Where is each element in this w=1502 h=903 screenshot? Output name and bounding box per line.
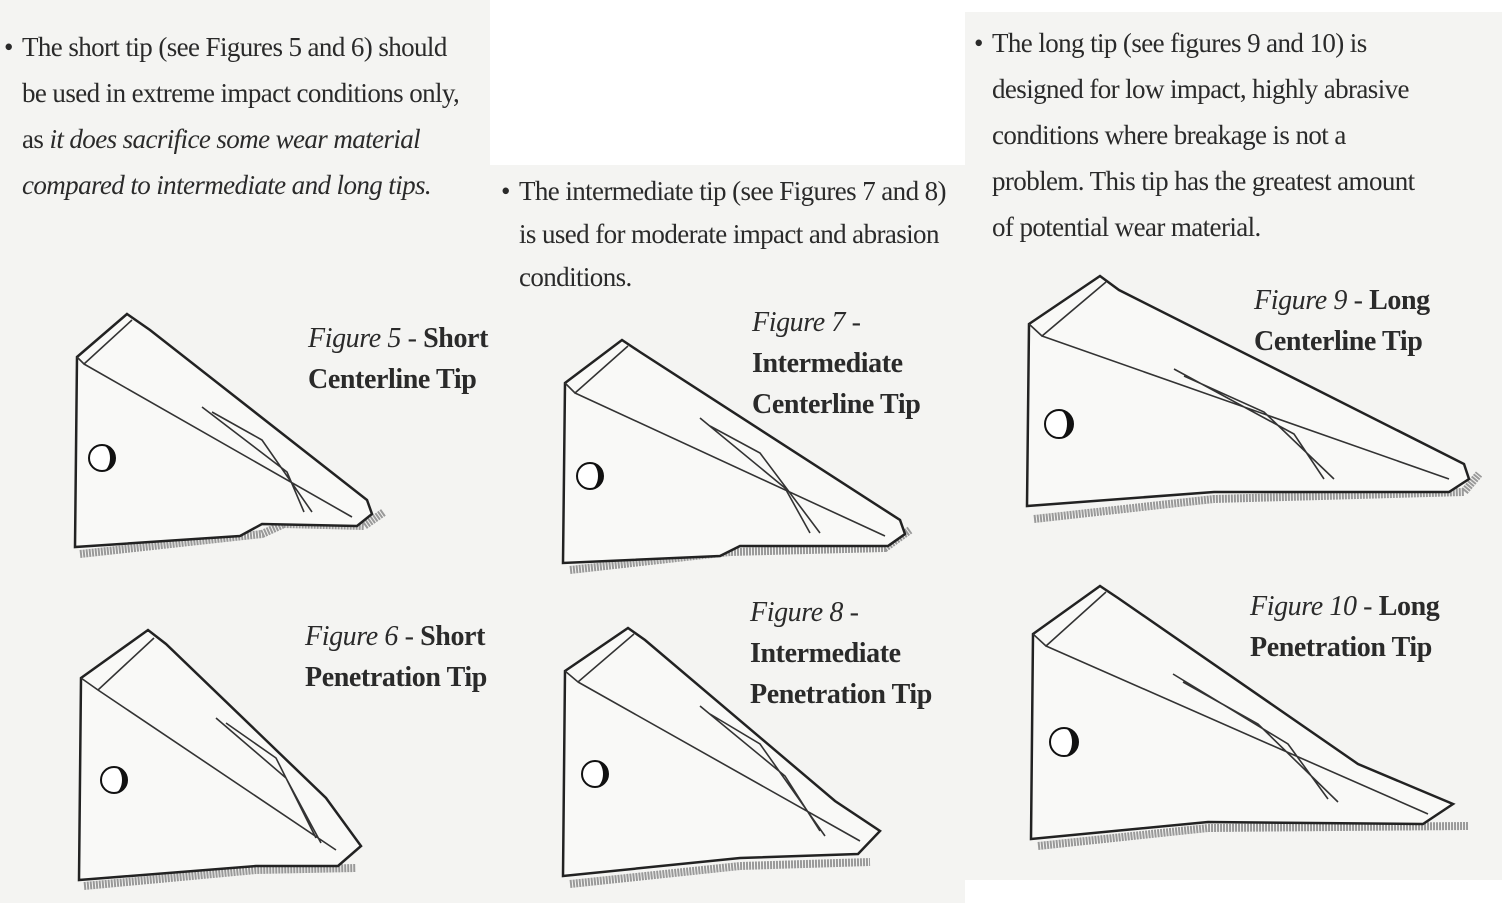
long-tip-paragraph xyxy=(974,20,1415,250)
figure-title: Short xyxy=(420,621,485,652)
figure-title: Penetration Tip xyxy=(305,662,487,693)
figure-number: Figure 9 - xyxy=(1254,285,1370,316)
figure-number: Figure 6 - xyxy=(305,621,421,652)
bullet: • xyxy=(501,176,510,206)
text-line: The short tip (see Figures 5 and 6) should xyxy=(22,32,447,62)
figure-title: Centerline Tip xyxy=(1254,326,1423,357)
text-line xyxy=(22,116,459,162)
text-line: conditions. xyxy=(519,262,632,292)
text-span: as xyxy=(22,124,50,154)
figure-title: Centerline Tip xyxy=(752,389,921,420)
intermediate-tip-paragraph xyxy=(501,170,946,299)
figure-title: Penetration Tip xyxy=(750,679,932,710)
text-span-italic: it does sacrifice some wear material xyxy=(49,124,421,154)
text-line: of potential wear material. xyxy=(992,212,1261,242)
figure-title: Penetration Tip xyxy=(1250,632,1432,663)
figure-title: Intermediate xyxy=(750,638,901,669)
figure-title: Long xyxy=(1378,591,1440,622)
intermediate-centerline-tip-illustration xyxy=(560,338,920,573)
text-line: conditions where breakage is not a xyxy=(992,120,1346,150)
figure-number: Figure 7 - xyxy=(752,307,861,338)
bullet: • xyxy=(974,28,983,58)
text-line: problem. This tip has the greatest amount xyxy=(992,166,1415,196)
intermediate-penetration-tip-illustration xyxy=(560,626,890,888)
text-line: designed for low impact, highly abrasive xyxy=(992,74,1409,104)
bullet: • xyxy=(4,32,13,62)
short-penetration-tip-illustration xyxy=(76,628,396,888)
figure-title: Intermediate xyxy=(752,348,903,379)
text-line: The long tip (see figures 9 and 10) is xyxy=(992,28,1367,58)
figure-number: Figure 8 - xyxy=(750,597,859,628)
text-line: be used in extreme impact conditions only, xyxy=(22,78,460,108)
figure-title: Centerline Tip xyxy=(308,364,477,395)
short-centerline-tip-illustration xyxy=(72,312,392,557)
figure-number: Figure 5 - xyxy=(308,323,424,354)
figure-number: Figure 10 - xyxy=(1250,591,1379,622)
long-penetration-tip-illustration xyxy=(1028,584,1478,854)
text-line: is used for moderate impact and abrasion xyxy=(519,219,939,249)
long-centerline-tip-illustration xyxy=(1024,274,1484,524)
text-line: The intermediate tip (see Figures 7 and 8) xyxy=(519,176,946,206)
figure-title: Long xyxy=(1369,285,1430,316)
figure-title: Short xyxy=(423,323,488,354)
short-tip-paragraph xyxy=(4,24,460,208)
text-line: compared to intermediate and long tips. xyxy=(22,170,432,200)
